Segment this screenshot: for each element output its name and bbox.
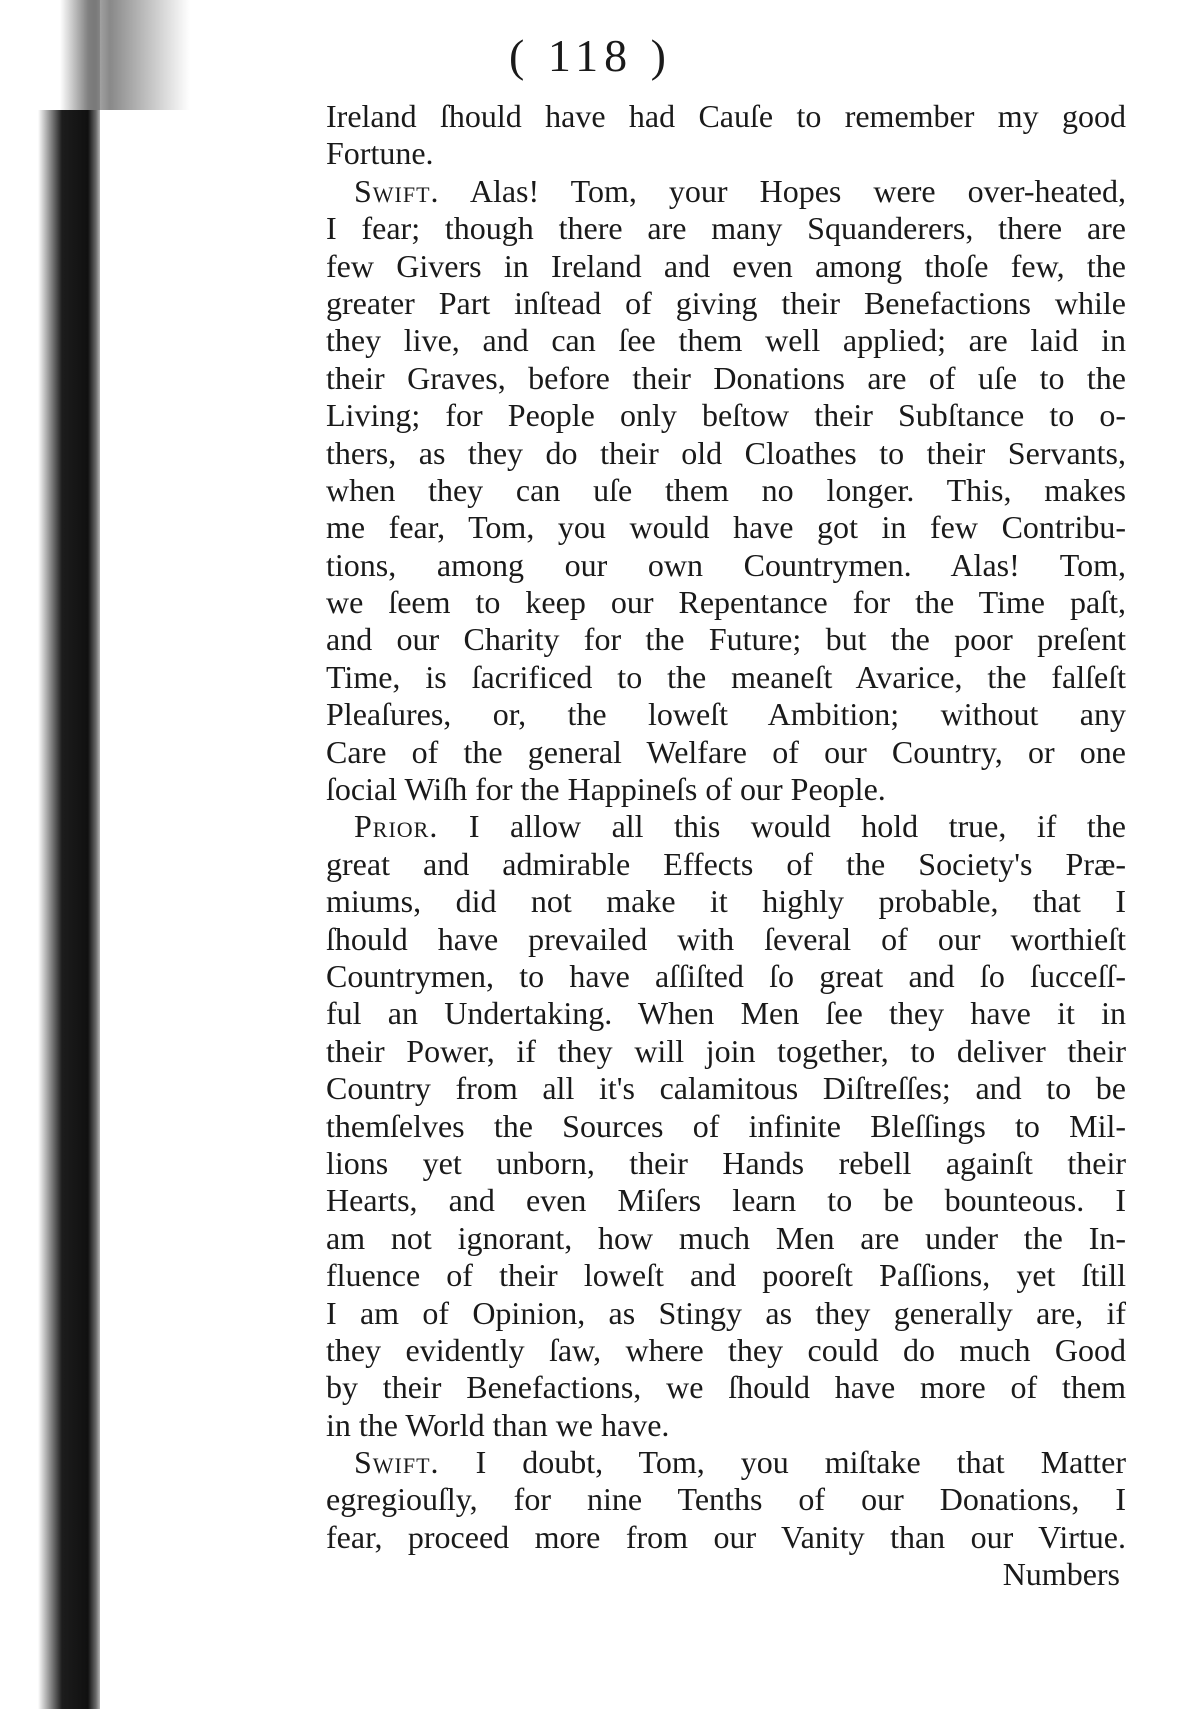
line-text: ſhould have prevailed with ſeveral of our worthieſt [326,920,1126,957]
line-text: we ſeem to keep our Repentance for the Time paſt, [326,584,1126,621]
line-text: Pleaſures, or, the loweſt Ambition; without any [326,696,1126,733]
line-text: egregiouſly, for nine Tenths of our Donations, I [326,1481,1126,1518]
text-line [326,995,1126,1032]
text-line [326,1108,1126,1145]
text-line [326,173,1126,210]
line-text: I am of Opinion, as Stingy as they generally are, if [326,1294,1126,1331]
line-text: greater Part inſtead of giving their Benefactions while [326,284,1126,321]
text-line [326,1444,1126,1481]
text-line [326,621,1126,658]
line-text: when they can uſe them no longer. This, makes [326,471,1126,508]
text-line [326,808,1126,845]
line-text: am not ignorant, how much Men are under the In- [326,1219,1126,1256]
text-line [326,734,1126,771]
text-line [326,248,1126,285]
text-line [326,1070,1126,1107]
text-line [326,1519,1126,1556]
text-line [326,509,1126,546]
text-line [326,1220,1126,1257]
line-text: Fortune. [326,135,434,172]
text-line [326,1332,1126,1369]
line-text: ful an Undertaking. When Men ſee they have it in [326,995,1126,1032]
text-line [326,771,1126,808]
line-text: I fear; though there are many Squanderers, there are [326,210,1126,247]
body-text [326,98,1126,1594]
line-text: I allow all this would hold true, if the [438,808,1126,845]
line-text: ſocial Wiſh for the Happineſs of our People. [326,771,886,808]
line-text: Countrymen, to have aſſiſted ſo great and ſo ſucceſſ- [326,957,1126,994]
line-text: and our Charity for the Future; but the poor preſent [326,621,1126,658]
text-line [326,360,1126,397]
text-line [326,883,1126,920]
line-text: fluence of their loweſt and pooreſt Paſſions, yet ſtill [326,1257,1126,1294]
line-text: me fear, Tom, you would have got in few Contribu- [326,509,1126,546]
text-line [326,1033,1126,1070]
text-line [326,98,1126,135]
line-text: Hearts, and even Miſers learn to be bounteous. I [326,1182,1126,1219]
line-text: tions, among our own Countrymen. Alas! Tom, [326,546,1126,583]
text-line [326,1481,1126,1518]
text-line [326,921,1126,958]
text-line [326,547,1126,584]
line-text: Care of the general Welfare of our Country, or one [326,733,1126,770]
text-line [326,210,1126,247]
line-text: they live, and can ſee them well applied; are laid in [326,322,1126,359]
text-line [326,696,1126,733]
text-line [326,659,1126,696]
text-line [326,435,1126,472]
line-text: they evidently ſaw, where they could do much Good [326,1331,1126,1368]
line-text: by their Benefactions, we ſhould have more of them [326,1369,1126,1406]
text-line [326,135,1126,172]
line-text: Time, is ſacrificed to the meaneſt Avarice, the falſeſt [326,658,1126,695]
page-number: ( 118 ) [509,30,672,81]
text-line [326,1407,1126,1444]
speaker-name: Prior. [354,808,439,845]
line-text: fear, proceed more from our Vanity than our Virtue. [326,1518,1126,1555]
line-text: few Givers in Ireland and even among thoſe few, the [326,247,1126,284]
catchword: Numbers [1002,1556,1120,1593]
text-line [326,1145,1126,1182]
text-line [326,397,1126,434]
line-text: Ireland ſhould have had Cauſe to remember my good [326,98,1126,134]
line-text: themſelves the Sources of infinite Bleſſings to Mil- [326,1107,1126,1144]
line-text: Alas! Tom, your Hopes were over-heated, [439,172,1126,209]
text-line [326,1257,1126,1294]
text-line [326,1295,1126,1332]
line-text: Country from all it's calamitous Diſtreſſes; and to be [326,1070,1126,1107]
line-text: great and admirable Effects of the Society's Præ- [326,845,1126,882]
line-text: I doubt, Tom, you miſtake that Matter [439,1444,1126,1481]
text-line [326,322,1126,359]
speaker-name: Swift. [354,172,440,209]
speaker-name: Swift. [354,1444,440,1481]
line-text: their Power, if they will join together, to deliver their [326,1032,1126,1069]
text-line [326,472,1126,509]
line-text: in the World than we have. [326,1406,670,1443]
line-text: thers, as they do their old Cloathes to their Servants, [326,434,1126,471]
line-text: lions yet unborn, their Hands rebell againſt their [326,1144,1126,1181]
text-line [326,1182,1126,1219]
text-line [326,846,1126,883]
line-text: their Graves, before their Donations are of uſe to the [326,359,1126,396]
text-line [326,285,1126,322]
text-line [326,958,1126,995]
text-line [326,1369,1126,1406]
line-text: Living; for People only beſtow their Subſtance to o- [326,397,1126,434]
line-text: miums, did not make it highly probable, that I [326,883,1126,920]
text-line [326,584,1126,621]
